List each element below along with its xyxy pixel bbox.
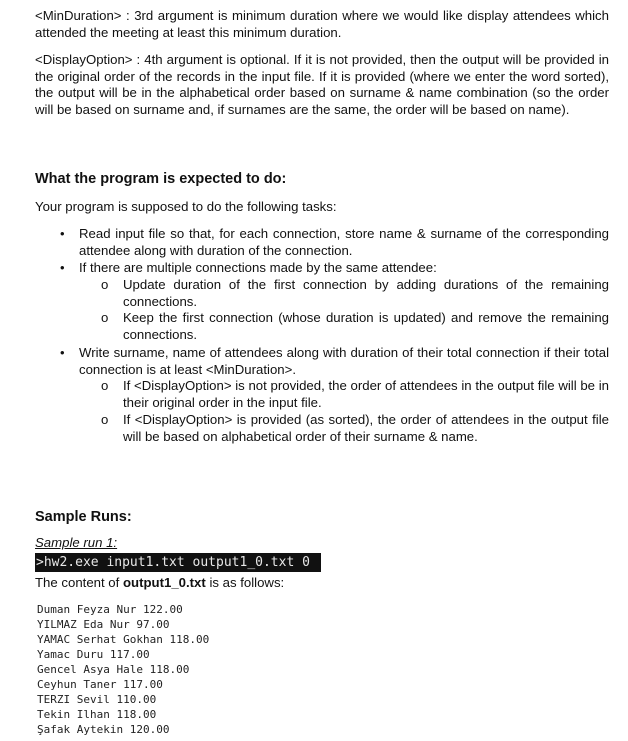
output-line: Ceyhun Taner 117.00 (37, 678, 163, 691)
sub-bullet-text: If <DisplayOption> is provided (as sorted), the order of attendees in the output file will be based on alphabetical order of their surname & name. (123, 412, 609, 444)
sub-list-item (101, 412, 609, 445)
sub-list-item (101, 378, 609, 411)
output-line: YAMAC Serhat Gokhan 118.00 (37, 633, 210, 646)
sub-bullet-text: Update duration of the first connection by adding durations of the remaining connections. (123, 277, 609, 309)
output-line: Tekin Ilhan 118.00 (37, 708, 157, 721)
output-line: Şafak Aytekin 120.00 (37, 723, 170, 736)
sub-bullet-mark: o (101, 412, 109, 427)
output-line: YILMAZ Eda Nur 97.00 (37, 618, 170, 631)
sub-bullet-text: Keep the first connection (whose duration is updated) and remove the remaining connections. (123, 310, 609, 342)
tasks-lead: Your program is supposed to do the following tasks: (35, 199, 337, 214)
sub-list-item (101, 310, 609, 343)
section-heading: What the program is expected to do: (35, 171, 287, 187)
output-file-name: output1_0.txt (122, 575, 206, 590)
sample-runs-heading: Sample Runs: (35, 509, 132, 525)
output-line: Gencel Asya Hale 118.00 (37, 663, 190, 676)
output-line: TERZI Sevil 110.00 (37, 693, 157, 706)
command-line: >hw2.exe input1.txt output1_0.txt 0 (35, 553, 321, 572)
bullet-text: Write surname, name of attendees along with duration of their total connection if their total connection is at least <MinDuration>. (79, 345, 609, 377)
min-duration-paragraph: <MinDuration> : 3rd argument is minimum duration where we would like display attendees which attended the meeting at least this minimum duration. (35, 8, 609, 40)
sub-bullet-mark: o (101, 310, 109, 325)
sample-run-label: Sample run 1: (35, 535, 118, 550)
bullet-mark: • (60, 345, 65, 360)
caption-prefix: The content of (35, 575, 123, 590)
sub-bullet-mark: o (101, 277, 109, 292)
bullet-mark: • (60, 226, 65, 241)
bullet-text: If there are multiple connections made by the same attendee: (79, 260, 437, 275)
output-line: Yamac Duru 117.00 (37, 648, 150, 661)
output-line: Duman Feyza Nur 122.00 (37, 603, 183, 616)
list-item (60, 345, 609, 378)
bullet-mark: • (60, 260, 65, 275)
display-option-paragraph: <DisplayOption> : 4th argument is optional. If it is not provided, then the output will be provided in the original order of the records in the input file. If it is provided (where we enter the word sorted), the output will be in the alphabetical order based on surname & name combination (so the order will be based on surname and, if surnames are the same, the order will be based on name). (35, 52, 609, 117)
output-content-caption (35, 575, 284, 592)
list-item (60, 226, 609, 259)
caption-suffix: is as follows: (205, 575, 285, 590)
bullet-text: Read input file so that, for each connection, store name & surname of the corresponding attendee along with duration of the connection. (79, 226, 609, 258)
sub-bullet-text: If <DisplayOption> is not provided, the order of attendees in the output file will be in their original order in the input file. (123, 378, 609, 410)
sub-bullet-mark: o (101, 378, 109, 393)
sub-list-item (101, 277, 609, 310)
output-listing (37, 602, 209, 737)
list-item (60, 260, 609, 277)
